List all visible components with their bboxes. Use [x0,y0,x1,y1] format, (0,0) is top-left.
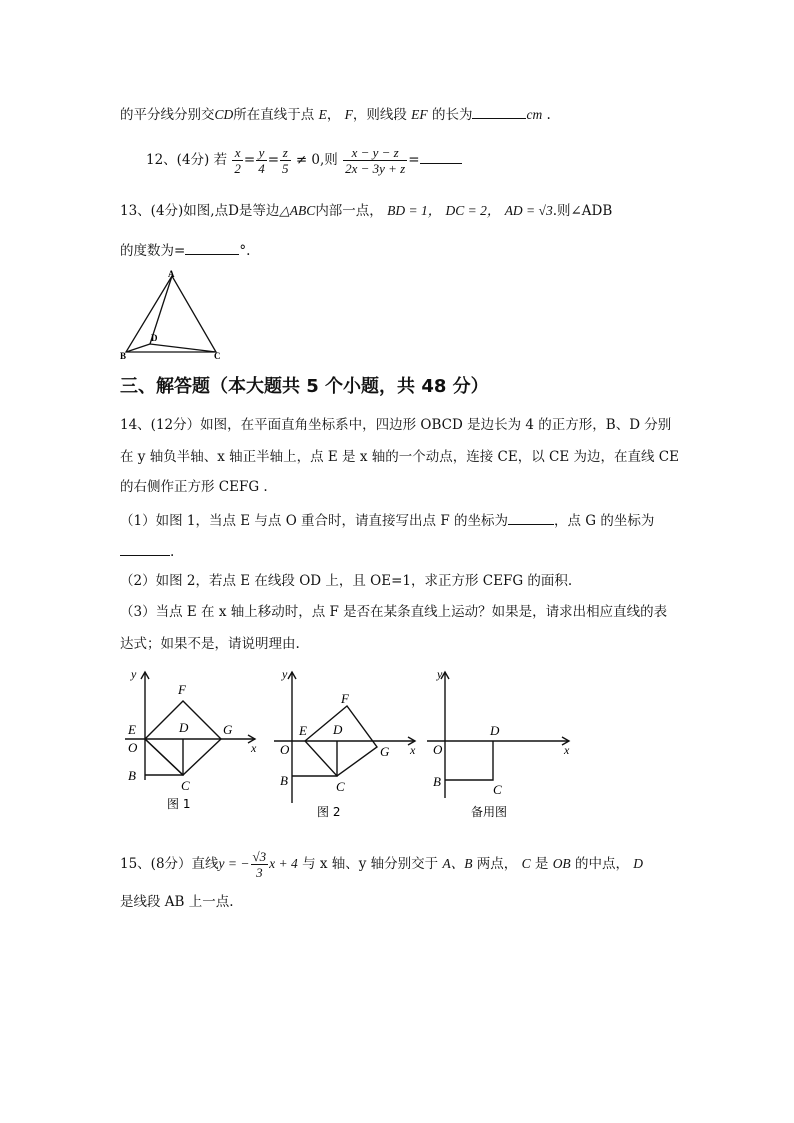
svg-text:G: G [380,744,390,759]
point-e: E [318,107,327,122]
square-obcd [292,741,337,776]
q13-text: 13、(4分)如图,点D是等边 [120,203,280,219]
fraction-z-5: $\frac{z}{5}$ [282,145,289,176]
figure-3-caption: 备用图 [471,805,508,819]
q14-line2: 在 y 轴负半轴、x 轴正半轴上，点 E 是 x 轴的一个动点，连接 CE，以 CE 为边，在直线 CE [120,449,679,465]
fraction-y-4: $\frac{y}{4}$ [258,145,265,176]
answer-blank-g[interactable] [120,541,170,556]
q15-line2: 是线段 AB 上一点. [120,894,234,910]
svg-text:x: x [564,743,570,757]
label-a: A [168,269,175,279]
section-title: 三、解答题（本大题共 5 个小题，共 48 分） [120,376,489,397]
q14-line3: 的右侧作正方形 CEFG . [120,479,268,495]
svg-text:D: D [333,722,343,737]
q12-line: 12、(4分) 若 $\frac{x}{2}$ = $\frac{y}{4}$ = $\frac{z}{5}$ ≠ 0,则 $\frac{x - y - z}{2x - 3y + z}$ = [146,140,462,180]
svg-text:F: F [341,691,349,706]
q12-ne: ≠ 0,则 [295,152,338,168]
bd-value: BD = 1， [387,203,442,218]
answer-blank[interactable] [420,149,462,164]
q13-text: 的度数为= [120,243,186,259]
label-c: C [214,351,221,361]
q13-text: .则∠ADB [552,203,613,219]
svg-text:x: x [410,743,416,757]
dc-value: DC = 2， [445,203,501,218]
fraction-expression: $\frac{x - y - z}{2x - 3y + z}$ [345,145,406,176]
answer-blank[interactable] [472,104,526,119]
svg-text:C: C [181,778,190,793]
q11-end: . [546,107,551,123]
q14-part1: （1）如图 1，当点 E 与点 O 重合时，请直接写出点 F 的坐标为 ，点 G 的坐标为 [120,510,654,530]
degree-sign: °. [239,243,251,259]
ad-value: AD = √3 [504,203,553,218]
q11-text: 的平分线分别交 [120,107,215,123]
triangle-abc-shape [126,276,216,352]
answer-blank-f[interactable] [508,510,554,525]
q12-label: 12、(4分) 若 [146,152,228,168]
q11-text: 所在直线于点 [233,107,315,123]
svg-text:D: D [490,723,500,738]
svg-text:E: E [299,723,307,738]
svg-text:O: O [280,742,290,757]
figure-1 [115,668,265,813]
q13-text: 内部一点， [315,203,383,219]
svg-text:C: C [336,779,345,794]
segment-dc [150,344,216,352]
label-b: B [120,351,127,361]
svg-text:y: y [437,668,443,681]
figure-1-caption: 图 1 [167,797,191,811]
q14-part3a: （3）当点 E 在 x 轴上移动时，点 F 是否在某条直线上运动？如果是，请求出相应直线的表 [120,604,668,620]
figure-2-caption: 图 2 [317,805,341,819]
label-d: D [151,333,158,343]
segment-cd: CD [214,107,234,122]
svg-text:O: O [433,742,443,757]
q14-part1-cont: . [120,541,174,561]
segment-ef: EF [411,107,428,122]
triangle-abc: △ABC [279,203,316,218]
svg-text:x: x [251,741,257,755]
svg-text:y: y [131,668,137,681]
point-f: F [344,107,353,122]
q11-text: 的长为 [431,107,473,123]
svg-text:B: B [280,773,288,788]
answer-blank[interactable] [185,240,239,255]
svg-text:C: C [493,782,502,797]
triangle-figure [118,268,228,363]
figure-3 [423,668,578,820]
svg-text:y: y [282,668,288,681]
q13-line1 [120,202,612,220]
q13-line2 [120,240,250,260]
svg-text:G: G [223,722,233,737]
q14-part2: （2）如图 2，若点 E 在线段 OD 上，且 OE=1，求正方形 CEFG 的面积. [120,573,573,589]
q11-tail-line: 的平分线分别交CD所在直线于点 E， F，则线段 EF 的长为 cm . [120,104,551,124]
svg-text:E: E [128,722,136,737]
q14-line1: 14、(12分）如图，在平面直角坐标系中，四边形 OBCD 是边长为 4 的正方形，B、D 分别 [120,417,672,433]
fraction-x-2: $\frac{x}{2}$ [234,145,241,176]
fraction-sqrt3-3: $\frac{√3}{3}$ [252,849,267,880]
square-obcd [445,741,493,780]
unit-cm: cm [526,107,543,122]
q14-part3b: 达式；如果不是，请说明理由. [120,636,300,652]
svg-text:F: F [178,682,186,697]
q15-line1: 15、(8分）直线y = − $\frac{√3}{3}$ x + 4 与 x 轴、y 轴分别交于 A、B 两点， C 是 OB 的中点， D [120,849,644,880]
svg-text:B: B [128,768,136,783]
svg-text:B: B [433,774,441,789]
svg-text:O: O [128,740,138,755]
svg-text:D: D [179,720,189,735]
q11-text: ，则线段 [352,107,407,123]
q12-eq: = [408,152,420,168]
figure-2 [270,668,425,820]
